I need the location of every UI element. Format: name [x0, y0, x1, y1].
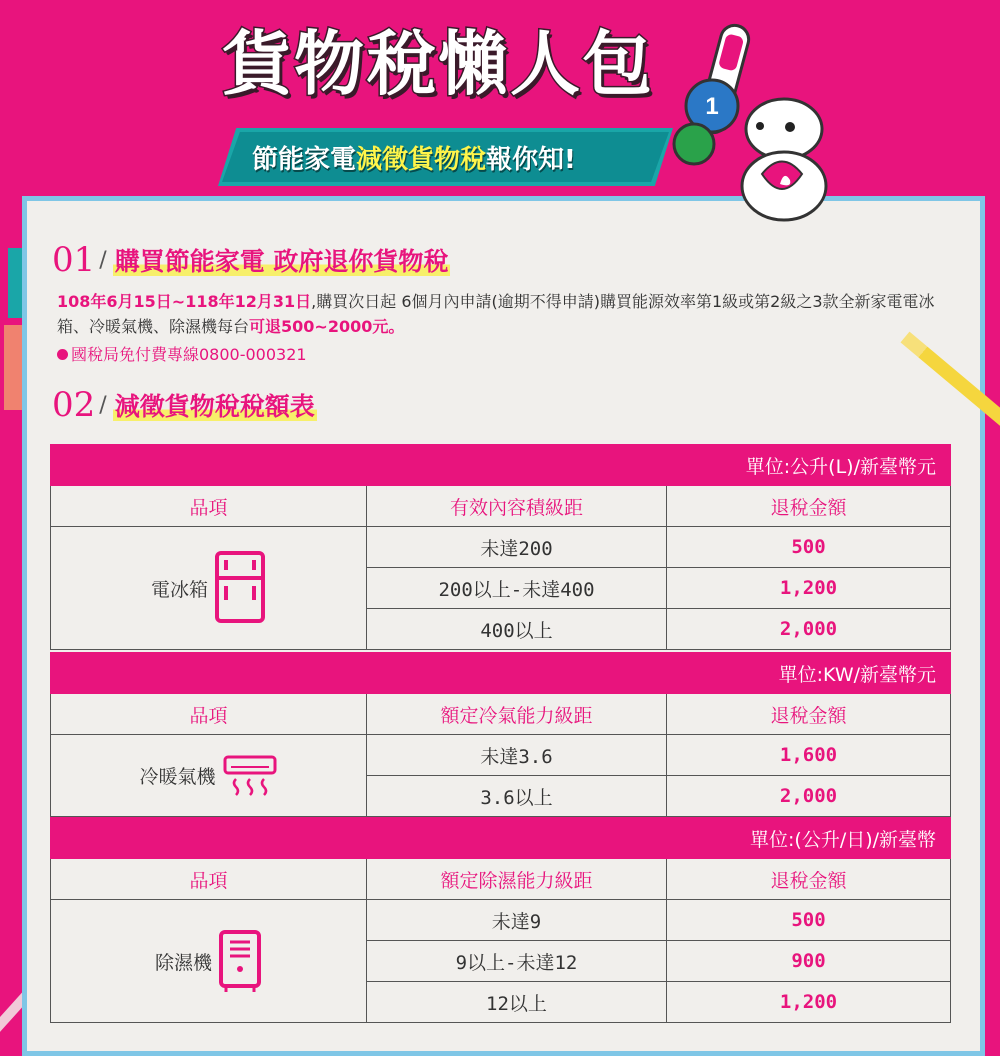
page-title: 貨物稅懶人包 [222, 23, 654, 105]
range-cell: 12以上 [367, 982, 667, 1023]
header-item: 品項 [51, 859, 367, 900]
air-conditioner-icon [222, 754, 278, 798]
unit-label: 單位:KW/新臺幣元 [51, 653, 951, 694]
header-range: 額定冷氣能力級距 [367, 694, 667, 735]
svg-text:1: 1 [705, 93, 719, 120]
amount-cell: 500 [667, 900, 951, 941]
unit-label: 單位:公升(L)/新臺幣元 [51, 445, 951, 486]
range-cell: 200以上-未達400 [367, 568, 667, 609]
banner-text: 節能家電減徵貨物稅報你知! [252, 145, 576, 175]
tax-table-dehumidifier [50, 817, 951, 1023]
amount-cell: 2,000 [667, 776, 951, 817]
header-item: 品項 [51, 694, 367, 735]
table-row [51, 735, 951, 776]
amount-cell: 500 [667, 527, 951, 568]
item-cell: 除濕機 [51, 900, 367, 1023]
amount-cell: 1,600 [667, 735, 951, 776]
table-row [51, 900, 951, 941]
amount-cell: 900 [667, 941, 951, 982]
header-item: 品項 [51, 486, 367, 527]
dehumidifier-icon [218, 929, 262, 993]
item-cell: 電冰箱 [51, 527, 367, 650]
section-2-heading: 02 / 減徵貨物稅稅額表 [52, 385, 315, 425]
section-1-body: 108年6月15日~118年12月31日,購買次日起 6個月內申請(逾期不得申請)購買能源效率第1級或第2級之3款全新家電電冰箱、冷暖氣機、除濕機每台可退500~2000元。 [57, 292, 935, 336]
header-range: 有效內容積級距 [367, 486, 667, 527]
amount-cell: 2,000 [667, 609, 951, 650]
fridge-icon [214, 550, 266, 626]
hotline: 國稅局免付費專線0800-000321 [57, 342, 307, 365]
item-cell: 冷暖氣機 [51, 735, 367, 817]
tax-table-air-conditioner [50, 652, 951, 817]
header-amount: 退稅金額 [667, 859, 951, 900]
amount-cell: 1,200 [667, 568, 951, 609]
range-cell: 未達200 [367, 527, 667, 568]
tax-table-fridge [50, 444, 951, 650]
header-amount: 退稅金額 [667, 694, 951, 735]
mascot-bear-icon [672, 14, 842, 224]
bullet-icon [57, 349, 68, 360]
header-amount: 退稅金額 [667, 486, 951, 527]
section-1-heading: 01 / 購買節能家電 政府退你貨物稅 [52, 240, 449, 280]
unit-label: 單位:(公升/日)/新臺幣 [51, 818, 951, 859]
range-cell: 400以上 [367, 609, 667, 650]
amount-cell: 1,200 [667, 982, 951, 1023]
range-cell: 未達9 [367, 900, 667, 941]
range-cell: 3.6以上 [367, 776, 667, 817]
header-range: 額定除濕能力級距 [367, 859, 667, 900]
range-cell: 9以上-未達12 [367, 941, 667, 982]
side-tab-orange [4, 325, 24, 410]
range-cell: 未達3.6 [367, 735, 667, 776]
table-row [51, 527, 951, 568]
